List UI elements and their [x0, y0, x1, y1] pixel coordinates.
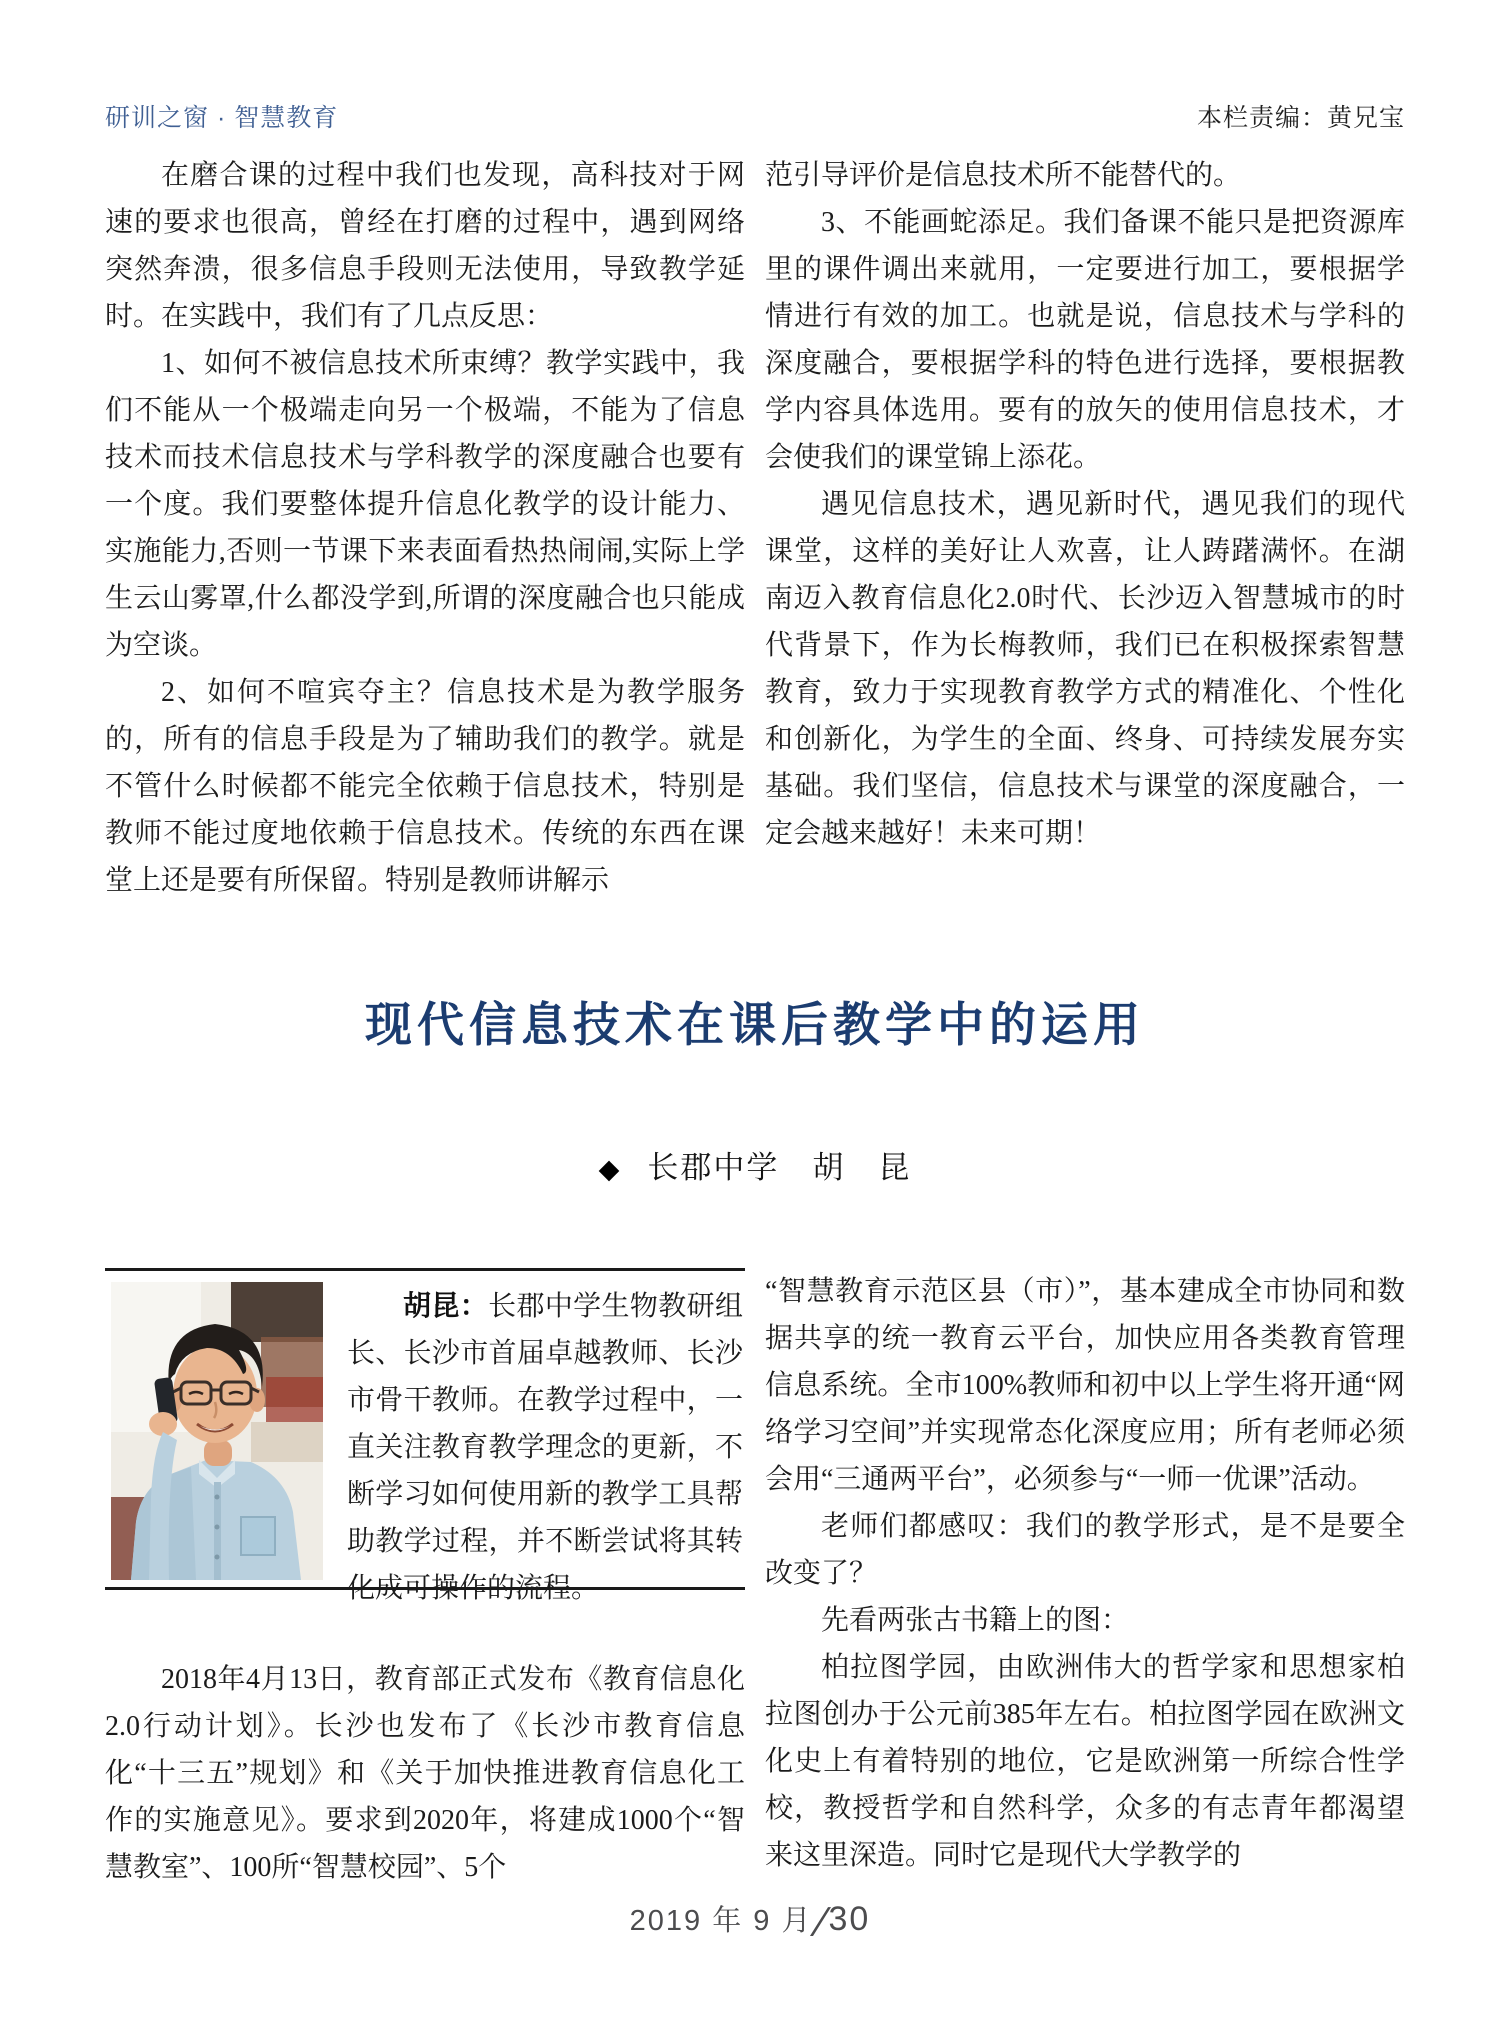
author-bio-text [323, 1282, 743, 1612]
paragraph: 先看两张古书籍上的图： [821, 1605, 1130, 1636]
left-column [105, 1268, 745, 1891]
paragraph: 2018年4月13日，教育部正式发布《教育信息化2.0行动计划》。长沙也发布了《长沙市教育信息化“十三五”规划》和《关于加快推进教育信息化工作的实施意见》。要求到2020年，将建成1000个“智慧教室”、100所“智慧校园”、5个 [105, 1664, 745, 1883]
left-column [105, 152, 745, 904]
footer-slash: ∕ [818, 1898, 828, 1945]
byline [105, 1142, 1405, 1187]
paragraph: 柏拉图学园，由欧洲伟大的哲学家和思想家柏拉图创办于公元前385年左右。柏拉图学园在欧洲文化史上有着特别的地位，它是欧洲第一所综合性学校，教授哲学和自然科学，众多的有志青年都渴望来这里深造。同时它是现代大学教学的 [765, 1652, 1405, 1871]
article-title: 现代信息技术在课后教学中的运用 [365, 998, 1145, 1051]
top-article-columns [105, 152, 1405, 904]
right-column [765, 1268, 1405, 1891]
author-bio-box [105, 1268, 745, 1604]
paragraph: 2、如何不喧宾夺主？信息技术是为教学服务的，所有的信息手段是为了辅助我们的教学。就是不管什么时候都不能完全依赖于信息技术，特别是教师不能过度地依赖于信息技术。传统的东西在课堂上还是要有所保留。特别是教师讲解示 [105, 677, 745, 896]
author-name: 胡昆： [403, 1290, 489, 1321]
diamond-icon: ◆ [598, 1154, 622, 1184]
paragraph: “智慧教育示范区县（市）”，基本建成全市协同和数据共享的统一教育云平台，加快应用各类教育管理信息系统。全市100%教师和初中以上学生将开通“网络学习空间”并实现常态化深度应用；所有老师必须会用“三通两平台”，必须参与“一师一优课”活动。 [765, 1276, 1405, 1495]
author-photo [111, 1282, 323, 1580]
page-footer [0, 1898, 1500, 1946]
paragraph: 3、不能画蛇添足。我们备课不能只是把资源库里的课件调出来就用，一定要进行加工，要根据学情进行有效的加工。也就是说，信息技术与学科的深度融合，要根据学科的特色进行选择，要根据教学内容具体选用。要有的放矢的使用信息技术，才会使我们的课堂锦上添花。 [765, 207, 1405, 473]
paragraph: 老师们都感叹：我们的教学形式，是不是要全改变了？ [765, 1511, 1405, 1589]
page-header [105, 98, 1405, 134]
paragraph: 在磨合课的过程中我们也发现，高科技对于网速的要求也很高，曾经在打磨的过程中，遇到网络突然奔溃，很多信息手段则无法使用，导致教学延时。在实践中，我们有了几点反思： [105, 160, 745, 332]
paragraph: 1、如何不被信息技术所束缚？教学实践中，我们不能从一个极端走向另一个极端，不能为了信息技术而技术信息技术与学科教学的深度融合也要有一个度。我们要整体提升信息化教学的设计能力、实施能力,否则一节课下来表面看热热闹闹,实际上学生云山雾罩,什么都没学到,所谓的深度融合也只能成为空谈。 [105, 348, 745, 661]
article-columns [105, 1268, 1405, 1891]
paragraph: 遇见信息技术，遇见新时代，遇见我们的现代课堂，这样的美好让人欢喜，让人踌躇满怀。在湖南迈入教育信息化2.0时代、长沙迈入智慧城市的时代背景下，作为长梅教师，我们已在积极探索智慧教育，致力于实现教育教学方式的精准化、个性化和创新化，为学生的全面、终身、可持续发展夯实基础。我们坚信，信息技术与课堂的深度融合，一定会越来越好！未来可期！ [765, 489, 1405, 849]
right-column [765, 152, 1405, 904]
page-number: 30 [828, 1900, 871, 1938]
paragraph: 范引导评价是信息技术所不能替代的。 [765, 160, 1242, 191]
footer-date: 2019 年 9 月 [629, 1905, 813, 1937]
editor-label: 本栏责编：黄兄宝 [1196, 104, 1405, 132]
author-bio-body: 长郡中学生物教研组长、长沙市首届卓越教师、长沙市骨干教师。在教学过程中，一直关注教育教学理念的更新，不断学习如何使用新的教学工具帮助教学过程，并不断尝试将其转化成可操作的流程。 [347, 1291, 743, 1604]
byline-text: 长郡中学 胡 昆 [647, 1150, 912, 1185]
section-label: 研训之窗 · 智慧教育 [105, 104, 339, 132]
